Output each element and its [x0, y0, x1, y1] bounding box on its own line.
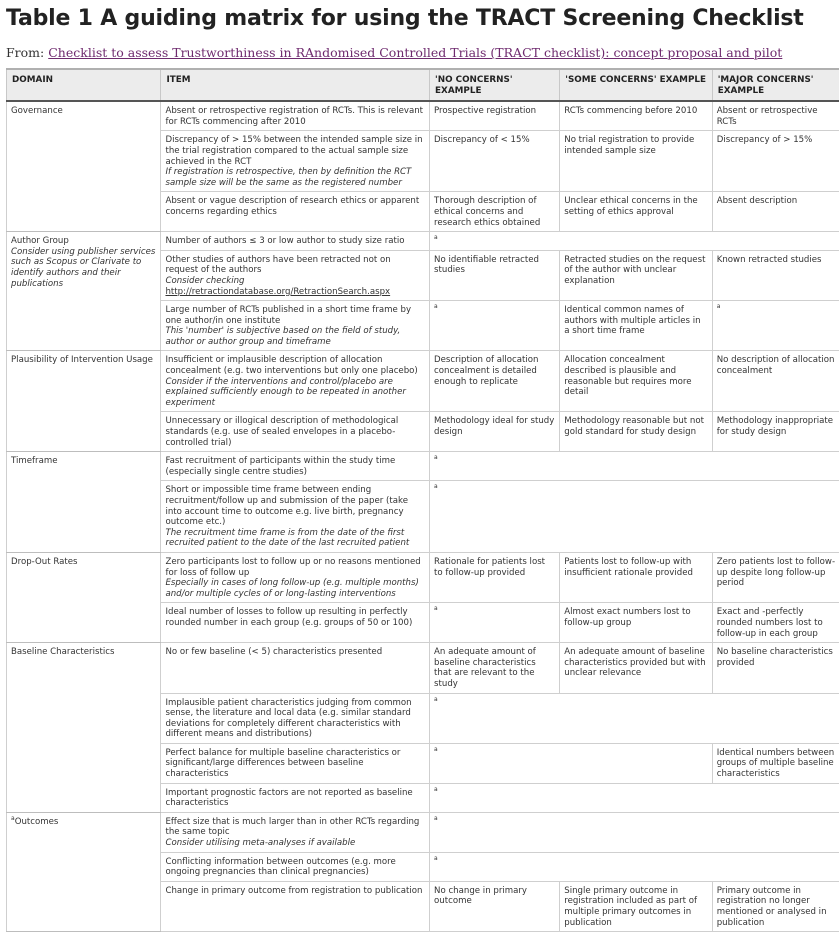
table-title: Table 1 A guiding matrix for using the TRACT Screening Checklist [6, 6, 804, 31]
item-cell: Ideal number of losses to follow up resulting in perfectly rounded number in each group (e.g. groups of 50 or 100) [161, 603, 430, 643]
examples-footnote-cell [430, 232, 839, 251]
table-row [7, 552, 839, 602]
footnote-marker: a [434, 695, 438, 703]
item-cell [161, 131, 430, 192]
item-cell [161, 250, 430, 300]
footnote-marker: a [434, 454, 438, 462]
domain-cell [7, 351, 161, 452]
examples-footnote-cell [430, 743, 713, 783]
table-row [7, 101, 839, 131]
domain-cell [7, 643, 161, 813]
examples-footnote-cell [430, 812, 839, 852]
guiding-matrix-table [6, 68, 839, 932]
domain-note: Consider using publisher services such as Scopus or Clarivate to identify authors and their publications [11, 246, 156, 289]
item-cell: Unnecessary or illogical description of methodological standards (e.g. use of sealed envelopes in a placebo-controlled trial) [161, 412, 430, 452]
domain-label: Author Group [11, 236, 69, 247]
no-concerns-cell: Prospective registration [430, 101, 560, 131]
some-concerns-cell: Identical common names of authors with multiple articles in a short time frame [560, 301, 712, 351]
no-concerns-cell: Discrepancy of < 15% [430, 131, 560, 192]
domain-label: Outcomes [14, 816, 59, 827]
major-concerns-cell: Exact and -perfectly rounded numbers lost to follow-up in each group [712, 603, 839, 643]
domain-label: Governance [11, 106, 63, 117]
item-note: This 'number' is subjective based on the field of study, author or author group and timeframe [165, 326, 401, 347]
footnote-marker: a [716, 303, 721, 311]
item-text: Short or impossible time frame between ending recruitment/follow up and submission of the paper (take into account time to outcome e.g. live birth, pregnancy outcome etc.) [165, 485, 408, 528]
footnote-marker: a [434, 605, 438, 613]
domain-label: Timeframe [11, 456, 58, 467]
major-concerns-cell: No description of allocation concealment [712, 351, 839, 412]
table-row [7, 351, 839, 412]
header-item: ITEM [161, 69, 430, 101]
domain-cell [7, 812, 161, 931]
some-concerns-cell: An adequate amount of baseline characteristics provided but with unclear relevance [560, 643, 712, 693]
domain-cell [7, 452, 161, 553]
item-note: Consider checking [165, 275, 245, 286]
retraction-database-link[interactable]: http://retractiondatabase.org/RetractionSearch.aspx [165, 286, 391, 297]
item-text: Other studies of authors have been retracted not on request of the authors [165, 254, 391, 276]
some-concerns-cell: Almost exact numbers lost to follow-up group [560, 603, 712, 643]
major-concerns-cell: Primary outcome in registration no longer mentioned or analysed in publication [712, 881, 839, 931]
major-concerns-cell: Zero patients lost to follow-up despite long follow-up period [712, 552, 839, 602]
header-row [7, 69, 839, 101]
header-no-concerns: 'NO CONCERNS' EXAMPLE [430, 69, 560, 101]
footnote-marker: a [434, 814, 438, 822]
footnote-marker: a [434, 303, 438, 311]
header-major-concerns: 'MAJOR CONCERNS' EXAMPLE [712, 69, 839, 101]
item-cell [161, 552, 430, 602]
some-concerns-cell: Retracted studies on the request of the author with unclear explanation [560, 250, 712, 300]
item-cell: Absent or retrospective registration of RCTs. This is relevant for RCTs commencing after 2010 [161, 101, 430, 131]
item-cell: Change in primary outcome from registration to publication [161, 881, 430, 931]
major-concerns-cell: Methodology inappropriate for study design [712, 412, 839, 452]
no-concerns-cell [430, 301, 560, 351]
examples-footnote-cell [430, 481, 839, 553]
examples-footnote-cell [430, 852, 839, 881]
no-concerns-cell: Methodology ideal for study design [430, 412, 560, 452]
no-concerns-cell: Rationale for patients lost to follow-up provided [430, 552, 560, 602]
item-text: Discrepancy of > 15% between the intended sample size in the trial registration compared to the actual sample size achieved in the RCT [165, 135, 423, 167]
no-concerns-cell: No identifiable retracted studies [430, 250, 560, 300]
some-concerns-cell: Unclear ethical concerns in the setting of ethics approval [560, 192, 712, 232]
item-text: Zero participants lost to follow up or no reasons mentioned for loss of follow up [165, 556, 421, 578]
item-cell [161, 301, 430, 351]
header-domain: DOMAIN [7, 69, 161, 101]
item-text: Large number of RCTs published in a short time frame by one author/in one institute [165, 305, 412, 326]
major-concerns-cell: Absent description [712, 192, 839, 232]
footnote-marker: a [434, 854, 438, 862]
major-concerns-cell: Identical numbers between groups of multiple baseline characteristics [712, 743, 839, 783]
domain-label: Baseline Characteristics [11, 647, 115, 658]
item-text: Insufficient or implausible description of allocation concealment (e.g. two interventions but only one placebo) [165, 355, 418, 377]
table-row [7, 643, 839, 693]
examples-footnote-cell [430, 783, 839, 812]
major-concerns-cell [712, 301, 839, 351]
item-cell: Fast recruitment of participants within the study time (especially single centre studies) [161, 452, 430, 481]
item-note: If registration is retrospective, then by definition the RCT sample size will be the same as the registered number [165, 167, 412, 188]
item-cell: No or few baseline (< 5) characteristics presented [161, 643, 430, 693]
examples-footnote-cell [430, 693, 839, 743]
item-note: Consider if the interventions and control/placebo are explained sufficiently enough to be repeated in another experiment [165, 376, 406, 408]
no-concerns-cell: Thorough description of ethical concerns and research ethics obtained [430, 192, 560, 232]
item-cell: Perfect balance for multiple baseline characteristics or significant/large differences between baseline characteristics [161, 743, 430, 783]
some-concerns-cell: Patients lost to follow-up with insufficient rationale provided [560, 552, 712, 602]
some-concerns-cell: Methodology reasonable but not gold standard for study design [560, 412, 712, 452]
major-concerns-cell: Absent or retrospective RCTs [712, 101, 839, 131]
footnote-marker: a [434, 483, 438, 491]
item-cell: Conflicting information between outcomes (e.g. more ongoing pregnancies than clinical pregnancies) [161, 852, 430, 881]
some-concerns-cell: RCTs commencing before 2010 [560, 101, 712, 131]
domain-label: Drop-Out Rates [11, 556, 78, 567]
footnote-marker: a [434, 746, 438, 754]
no-concerns-cell: Description of allocation concealment is detailed enough to replicate [430, 351, 560, 412]
table-row [7, 232, 839, 251]
major-concerns-cell: Known retracted studies [712, 250, 839, 300]
no-concerns-cell [430, 603, 560, 643]
item-cell: Number of authors ≤ 3 or low author to study size ratio [161, 232, 430, 251]
domain-cell [7, 232, 161, 351]
no-concerns-cell: No change in primary outcome [430, 881, 560, 931]
footnote-marker: a [434, 234, 438, 242]
major-concerns-cell: Discrepancy of > 15% [712, 131, 839, 192]
header-some-concerns: 'SOME CONCERNS' EXAMPLE [560, 69, 712, 101]
domain-cell [7, 101, 161, 231]
source-line [6, 45, 839, 60]
item-cell [161, 481, 430, 553]
item-cell [161, 351, 430, 412]
domain-label: Plausibility of Intervention Usage [11, 355, 153, 366]
item-note: Consider utilising meta-analyses if available [165, 838, 356, 849]
domain-cell [7, 552, 161, 642]
footnote-marker: a [434, 785, 438, 793]
no-concerns-cell: An adequate amount of baseline characteristics that are relevant to the study [430, 643, 560, 693]
item-cell [161, 812, 430, 852]
item-text: Effect size that is much larger than in other RCTs regarding the same topic [165, 816, 420, 838]
footnote-marker: a [11, 814, 15, 822]
examples-footnote-cell [430, 452, 839, 481]
item-note: The recruitment time frame is from the date of the first recruited patient to the date of the last recruited patient [165, 527, 410, 549]
some-concerns-cell: Allocation concealment described is plausible and reasonable but requires more detail [560, 351, 712, 412]
major-concerns-cell: No baseline characteristics provided [712, 643, 839, 693]
item-cell: Absent or vague description of research ethics or apparent concerns regarding ethics [161, 192, 430, 232]
some-concerns-cell: Single primary outcome in registration included as part of multiple primary outcomes in publication [560, 881, 712, 931]
table-row [7, 812, 839, 852]
item-cell: Important prognostic factors are not reported as baseline characteristics [161, 783, 430, 812]
from-label: From: [6, 45, 45, 60]
item-cell: Implausible patient characteristics judging from common sense, the literature and local data (e.g. similar standard deviations for completely different characteristics with different means and distributions) [161, 693, 430, 743]
some-concerns-cell: No trial registration to provide intended sample size [560, 131, 712, 192]
item-note: Especially in cases of long follow-up (e.g. multiple months) and/or multiple cycles of or long-lasting interventions [165, 578, 419, 599]
table-row [7, 452, 839, 481]
source-article-link[interactable]: Checklist to assess Trustworthiness in RAndomised Controlled Trials (TRACT checklist): concept proposal and pilot [48, 45, 783, 60]
